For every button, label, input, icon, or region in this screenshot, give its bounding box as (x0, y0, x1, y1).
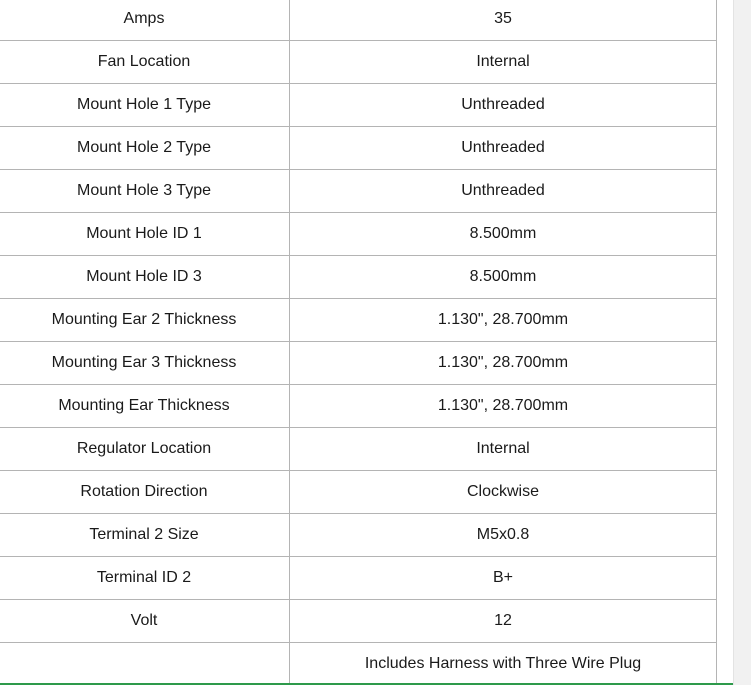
spec-label: Terminal ID 2 (0, 557, 290, 600)
spec-value: 1.130", 28.700mm (290, 299, 717, 342)
spec-label: Mount Hole 1 Type (0, 84, 290, 127)
spec-label: Regulator Location (0, 428, 290, 471)
table-row (0, 170, 717, 213)
spec-label: Rotation Direction (0, 471, 290, 514)
spec-value: Unthreaded (290, 127, 717, 170)
table-row (0, 342, 717, 385)
spec-value: Unthreaded (290, 170, 717, 213)
spec-label: Fan Location (0, 41, 290, 84)
spec-label: Mount Hole ID 1 (0, 213, 290, 256)
table-row (0, 41, 717, 84)
table-row (0, 256, 717, 299)
table-row (0, 514, 717, 557)
spec-value: 1.130", 28.700mm (290, 385, 717, 428)
spec-value: Internal (290, 41, 717, 84)
table-row (0, 471, 717, 514)
spec-value: 35 (290, 0, 717, 41)
spec-value: Includes Harness with Three Wire Plug (290, 643, 717, 685)
spec-label: Mount Hole ID 3 (0, 256, 290, 299)
scrollbar-track[interactable] (733, 0, 751, 685)
table-row (0, 428, 717, 471)
spec-label: Amps (0, 0, 290, 41)
spec-value: Clockwise (290, 471, 717, 514)
table-row (0, 600, 717, 643)
table-row (0, 0, 717, 41)
spec-value: B+ (290, 557, 717, 600)
spec-value: 12 (290, 600, 717, 643)
table-row (0, 127, 717, 170)
spec-label: Mounting Ear 2 Thickness (0, 299, 290, 342)
spec-label: Mounting Ear 3 Thickness (0, 342, 290, 385)
spec-value: Internal (290, 428, 717, 471)
table-row (0, 299, 717, 342)
spec-label: Mounting Ear Thickness (0, 385, 290, 428)
table-row (0, 557, 717, 600)
spec-value: Unthreaded (290, 84, 717, 127)
table-row (0, 643, 717, 685)
spec-label: Mount Hole 2 Type (0, 127, 290, 170)
spec-value: 1.130", 28.700mm (290, 342, 717, 385)
spec-value: 8.500mm (290, 256, 717, 299)
spec-value: 8.500mm (290, 213, 717, 256)
spec-label (0, 643, 290, 685)
table-row (0, 385, 717, 428)
table-row (0, 84, 717, 127)
spec-label: Volt (0, 600, 290, 643)
table-row (0, 213, 717, 256)
spec-value: M5x0.8 (290, 514, 717, 557)
spec-label: Mount Hole 3 Type (0, 170, 290, 213)
spec-label: Terminal 2 Size (0, 514, 290, 557)
